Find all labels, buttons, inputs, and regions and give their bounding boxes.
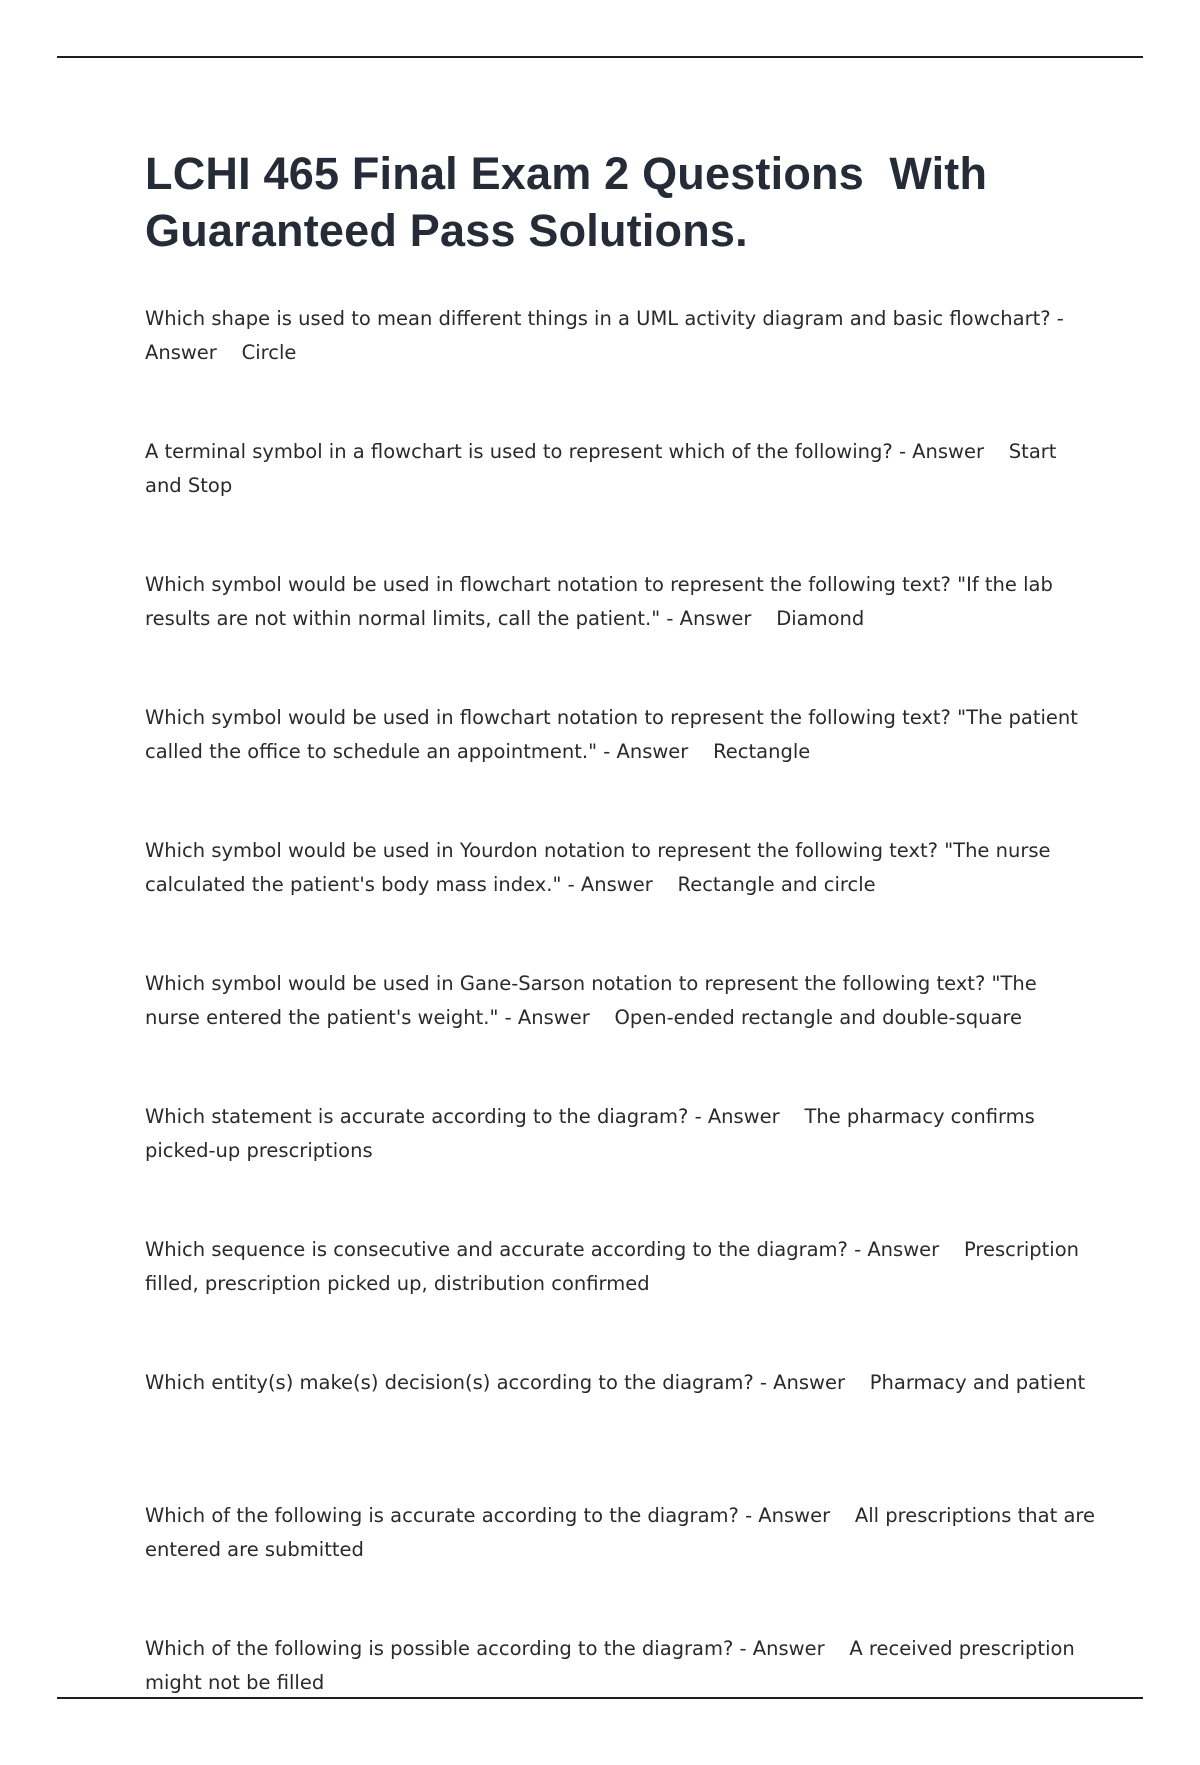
question-answer-text: Which symbol would be used in Yourdon notation to represent the following text? "The nurse calculated the patient's body mass index." - Answer Rectangle and circle [145,839,1057,896]
document-title: LCHI 465 Final Exam 2 Questions With Guaranteed Pass Solutions. [145,148,1000,256]
question-answer-text: A terminal symbol in a flowchart is used to represent which of the following? - Answer Start and Stop [145,440,1063,497]
top-divider [57,56,1143,58]
list-item [145,435,1095,568]
question-answer-text: Which of the following is accurate according to the diagram? - Answer All prescriptions that are entered are submitted [145,1504,1102,1561]
list-item [145,568,1095,701]
question-answer-text: Which symbol would be used in flowchart notation to represent the following text? "If the lab results are not within normal limits, call the patient." - Answer Diamond [145,573,1060,630]
question-answer-text: Which of the following is possible according to the diagram? - Answer A received prescription might not be filled [145,1637,1081,1694]
list-item [145,834,1095,967]
list-item [145,1499,1102,1632]
list-item [145,1366,1095,1499]
question-answer-text: Which symbol would be used in flowchart notation to represent the following text? "The patient called the office to schedule an appointment." - Answer Rectangle [145,706,1085,763]
question-answer-text: Which shape is used to mean different things in a UML activity diagram and basic flowchart? - Answer Circle [145,307,1071,364]
question-answer-text: Which sequence is consecutive and accurate according to the diagram? - Answer Prescription filled, prescription picked up, distribution confirmed [145,1238,1086,1295]
list-item [145,701,1095,834]
question-answer-text: Which statement is accurate according to the diagram? - Answer The pharmacy confirms picked-up prescriptions [145,1105,1042,1162]
list-item [145,302,1095,435]
question-answer-text: Which entity(s) make(s) decision(s) according to the diagram? - Answer Pharmacy and patient [145,1371,1086,1394]
question-answer-list [145,302,1102,1765]
list-item [145,1100,1095,1233]
question-answer-text: Which symbol would be used in Gane-Sarson notation to represent the following text? "The nurse entered the patient's weight." - Answer Open-ended rectangle and double-square [145,972,1043,1029]
list-item [145,967,1095,1100]
document-body [145,145,1102,1694]
bottom-divider [57,1697,1143,1699]
list-item [145,1233,1095,1366]
